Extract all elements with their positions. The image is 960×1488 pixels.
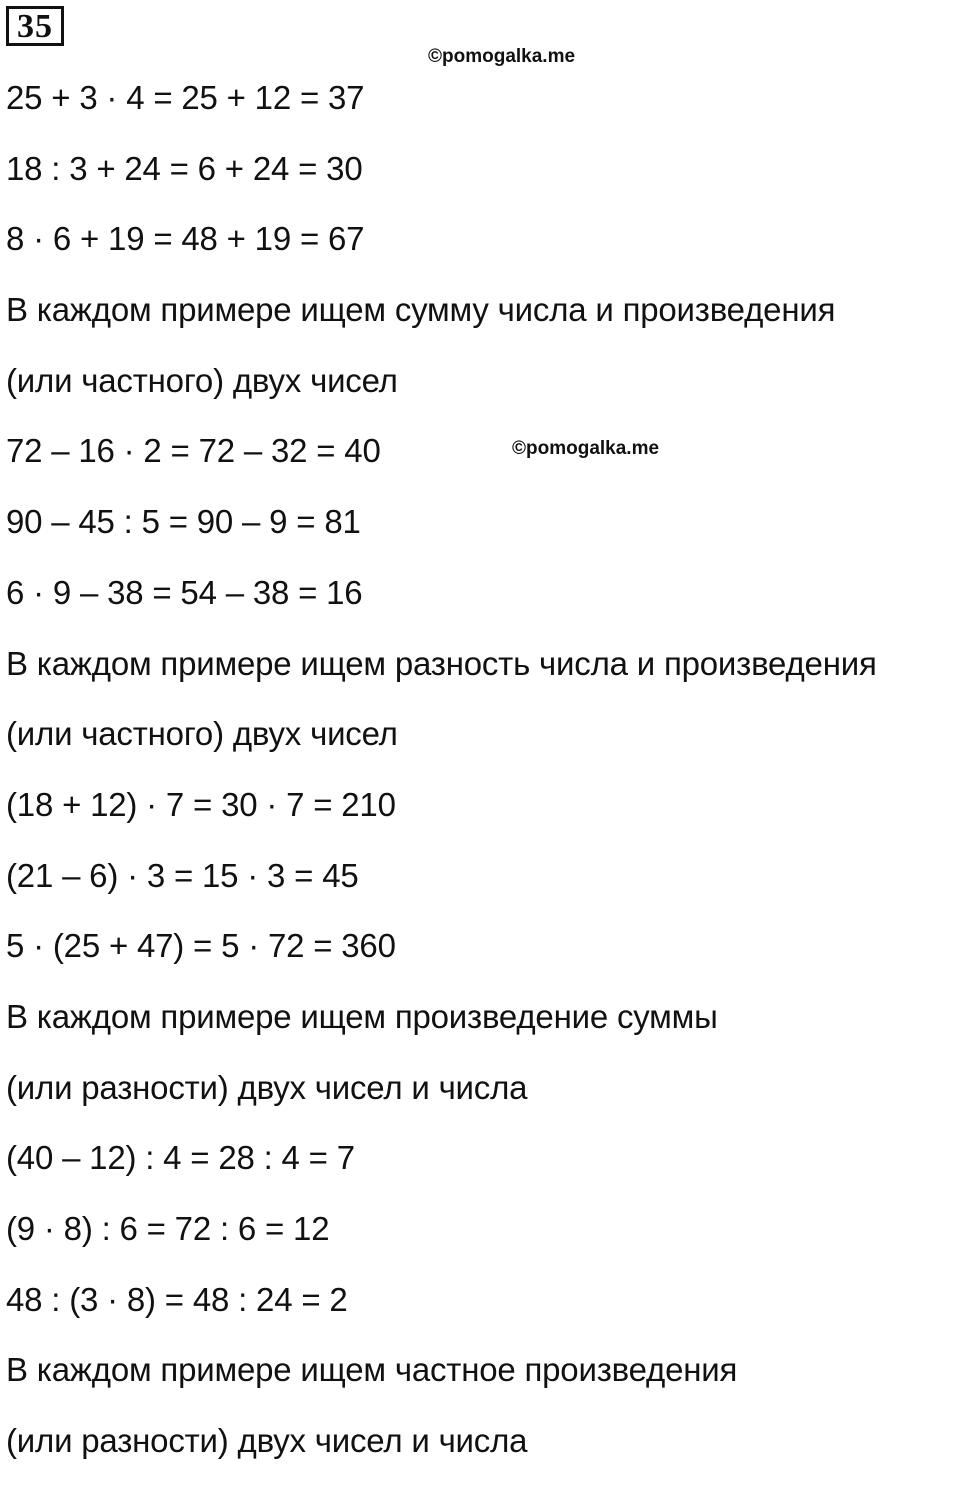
explanation-line: (или разности) двух чисел и числа	[6, 1068, 528, 1106]
explanation-line: (или частного) двух чисел	[6, 715, 398, 753]
explanation-line: В каждом примере ищем частное произведения	[6, 1351, 738, 1389]
equation-line: (18 + 12) · 7 = 30 · 7 = 210	[6, 785, 396, 823]
equation-line: 18 : 3 + 24 = 6 + 24 = 30	[6, 149, 363, 187]
watermark: ©pomogalka.me	[512, 438, 660, 459]
equation-line: (40 – 12) : 4 = 28 : 4 = 7	[6, 1139, 355, 1177]
task-number-box: 35	[6, 6, 64, 46]
explanation-line: В каждом примере ищем разность числа и произведения	[6, 644, 877, 682]
explanation-line: (или частного) двух чисел	[6, 361, 398, 399]
equation-line: 8 · 6 + 19 = 48 + 19 = 67	[6, 220, 365, 258]
equation-line: 5 · (25 + 47) = 5 · 72 = 360	[6, 927, 396, 965]
equation-line: 90 – 45 : 5 = 90 – 9 = 81	[6, 503, 361, 541]
solution-lines	[6, 74, 877, 1488]
watermark: ©pomogalka.me	[428, 46, 576, 67]
equation-line: 6 · 9 – 38 = 54 – 38 = 16	[6, 573, 363, 611]
explanation-line: (или разности) двух чисел и числа	[6, 1422, 528, 1460]
equation-line: 25 + 3 · 4 = 25 + 12 = 37	[6, 79, 365, 116]
equation-line: (9 · 8) : 6 = 72 : 6 = 12	[6, 1210, 330, 1247]
explanation-line: В каждом примере ищем сумму числа и произведения	[6, 291, 836, 329]
equation-line: 72 – 16 · 2 = 72 – 32 = 40	[6, 432, 381, 470]
equation-line: (21 – 6) · 3 = 15 · 3 = 45	[6, 856, 359, 894]
equation-line: 48 : (3 · 8) = 48 : 24 = 2	[6, 1280, 348, 1318]
explanation-line: В каждом примере ищем произведение суммы	[6, 997, 718, 1035]
